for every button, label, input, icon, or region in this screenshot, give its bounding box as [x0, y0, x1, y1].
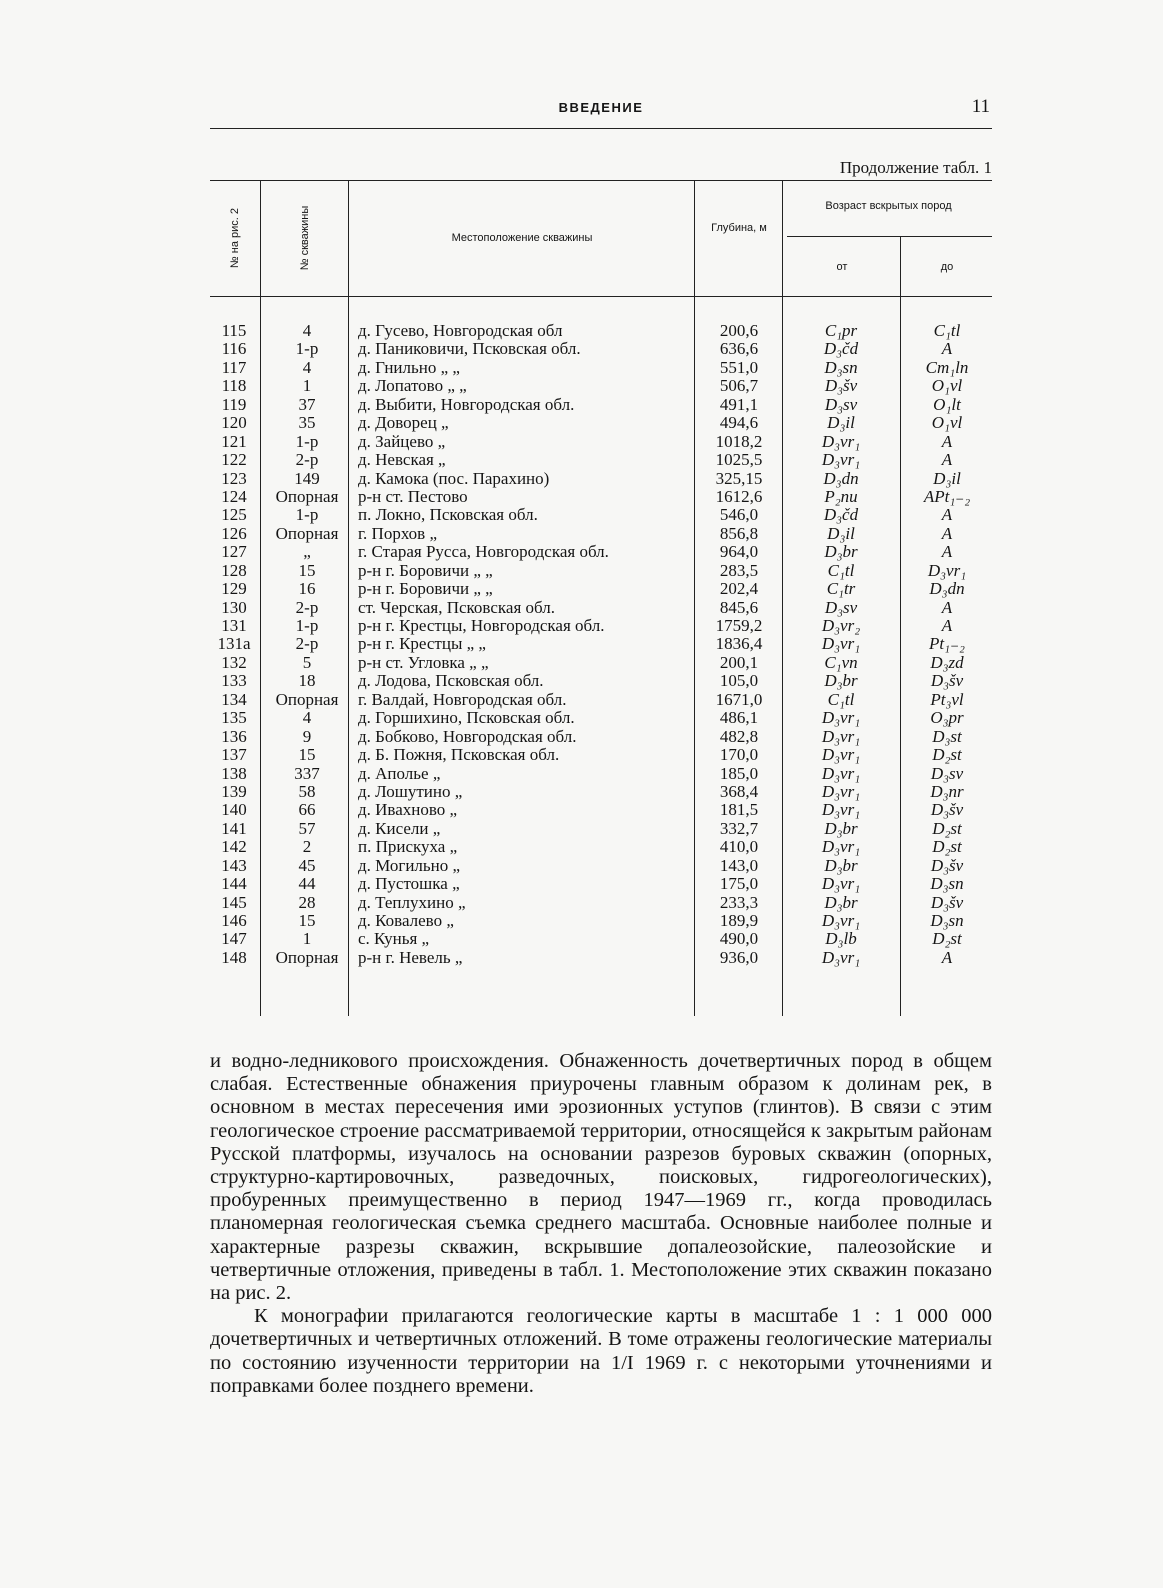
age-to-cell: A: [941, 947, 953, 967]
location-cell: д. Доворец „: [358, 413, 449, 433]
age-to-cell: Pt₁₋₂: [929, 634, 965, 654]
age-to-cell: A: [941, 505, 953, 525]
fig-no-cell: 121: [221, 431, 247, 451]
depth-cell: 200,1: [719, 652, 759, 672]
location-cell: п. Локно, Псковская обл.: [358, 505, 538, 525]
well-no-cell: 1: [302, 376, 312, 396]
location-cell: д. Выбити, Новгородская обл.: [358, 394, 575, 414]
age-to-cell: D₂st: [932, 837, 962, 857]
age-from-cell: D₃il: [827, 413, 855, 433]
depth-cell: 482,8: [719, 726, 759, 746]
depth-cell: 1018,2: [715, 431, 763, 451]
well-no-cell: 2: [302, 837, 312, 857]
fig-no-cell: 147: [221, 929, 247, 949]
age-from-cell: D₃br: [824, 855, 858, 875]
age-from-cell: D₃vr₁: [821, 450, 861, 470]
fig-no-cell: 140: [221, 800, 247, 820]
fig-no-cell: 129: [221, 579, 247, 599]
depth-cell: 332,7: [719, 818, 759, 838]
table-row: [210, 617, 992, 635]
well-no-cell: 35: [298, 413, 316, 433]
fig-no-cell: 141: [221, 818, 247, 838]
age-from-cell: C₁pr: [824, 321, 858, 340]
table-row: [210, 894, 992, 912]
running-title: ВВЕДЕНИЕ: [558, 100, 644, 115]
depth-cell: 546,0: [719, 505, 759, 525]
depth-cell: 506,7: [719, 376, 759, 396]
table-row: [210, 672, 992, 690]
location-cell: ст. Черская, Псковская обл.: [358, 597, 555, 617]
depth-cell: 856,8: [719, 523, 759, 543]
age-to-cell: D₃dn: [929, 579, 965, 599]
age-from-cell: D₃br: [824, 892, 858, 912]
age-to-cell: O₁lt: [933, 394, 961, 414]
depth-cell: 189,9: [719, 911, 759, 930]
table-row: [210, 340, 992, 358]
location-cell: р-н г. Боровичи „ „: [358, 579, 493, 599]
depth-cell: 143,0: [719, 855, 759, 875]
fig-no-cell: 132: [221, 652, 247, 672]
depth-cell: 200,6: [719, 321, 759, 340]
location-cell: д. Гусево, Новгородская обл: [358, 321, 563, 340]
age-from-cell: D₃čd: [823, 505, 859, 525]
header-rule: [210, 128, 992, 129]
fig-no-cell: 124: [221, 486, 247, 506]
age-to-cell: A: [941, 597, 953, 617]
age-from-cell: D₃vr₁: [821, 800, 861, 820]
paragraph: К монографии прилагаются геологические карты в масштабе 1 : 1 000 000 дочетвертичных и четвертичных отложений. В томе отражены геологические материалы по состоянию изученности территории на 1/I 1969 г. с некоторыми уточнениями и поправками более позднего времени.: [210, 1305, 992, 1397]
age-from-cell: D₃br: [824, 671, 858, 691]
location-cell: д. Бобково, Новгородская обл.: [358, 726, 577, 746]
location-cell: д. Лошутино „: [358, 781, 463, 801]
table-row: [210, 746, 992, 764]
fig-no-cell: 123: [221, 468, 247, 488]
location-cell: с. Кунья „: [358, 929, 430, 949]
age-to-cell: O₃pr: [930, 708, 964, 728]
well-no-cell: 2-р: [295, 597, 319, 617]
location-cell: г. Порхов „: [358, 523, 438, 543]
well-no-cell: 15: [298, 560, 316, 580]
depth-cell: 936,0: [719, 947, 759, 967]
fig-no-cell: 143: [221, 855, 247, 875]
well-no-cell: 16: [298, 579, 316, 599]
depth-cell: 202,4: [719, 579, 759, 599]
fig-no-cell: 135: [221, 708, 247, 728]
depth-cell: 486,1: [719, 708, 759, 728]
depth-cell: 490,0: [719, 929, 759, 949]
table-row: [210, 765, 992, 783]
well-no-cell: Опорная: [275, 689, 339, 709]
depth-cell: 964,0: [719, 542, 759, 562]
age-to-cell: A: [941, 616, 953, 635]
depth-cell: 185,0: [719, 763, 759, 783]
table-row: [210, 691, 992, 709]
age-from-cell: D₃vr₁: [821, 708, 861, 728]
location-cell: д. Невская „: [358, 450, 446, 470]
depth-cell: 1671,0: [715, 689, 763, 709]
age-to-cell: D₃sn: [930, 874, 964, 894]
table-row: [210, 599, 992, 617]
fig-no-cell: 125: [221, 505, 247, 525]
table-row: [210, 451, 992, 469]
fig-no-cell: 116: [221, 339, 247, 359]
age-from-cell: C₁vn: [824, 652, 858, 672]
header-age-from: от: [836, 261, 848, 273]
table-row: [210, 857, 992, 875]
fig-no-cell: 130: [221, 597, 247, 617]
age-from-cell: D₃šv: [824, 376, 858, 396]
well-no-cell: 5: [302, 652, 312, 672]
age-to-cell: A: [941, 339, 953, 359]
table-row: [210, 525, 992, 543]
fig-no-cell: 117: [221, 357, 247, 377]
depth-cell: 1612,6: [715, 486, 763, 506]
age-to-cell: A: [941, 523, 953, 543]
depth-cell: 410,0: [719, 837, 759, 857]
well-no-cell: 58: [298, 781, 316, 801]
location-cell: д. Гнильно „ „: [358, 357, 460, 377]
age-to-cell: C₁tl: [933, 321, 961, 340]
age-to-cell: D₃zd: [930, 652, 964, 672]
age-to-cell: Pt₃vl: [930, 689, 964, 709]
age-from-cell: D₃sv: [824, 394, 858, 414]
depth-cell: 845,6: [719, 597, 759, 617]
well-no-cell: 4: [302, 321, 312, 340]
location-cell: д. Ковалево „: [358, 911, 454, 930]
well-no-cell: 9: [302, 726, 312, 746]
fig-no-cell: 134: [221, 689, 247, 709]
age-from-cell: D₃vr₁: [821, 947, 861, 967]
location-cell: д. Могильно „: [358, 855, 461, 875]
location-cell: д. Лопатово „ „: [358, 376, 467, 396]
age-to-cell: D₃st: [932, 726, 962, 746]
well-no-cell: 149: [294, 468, 320, 488]
age-from-cell: D₃čd: [823, 339, 859, 359]
table-row: [210, 433, 992, 451]
table-row: [210, 488, 992, 506]
age-to-cell: D₂st: [932, 818, 962, 838]
location-cell: д. Паниковичи, Псковская обл.: [358, 339, 581, 359]
well-no-cell: 4: [302, 357, 312, 377]
page-number: 11: [971, 96, 990, 117]
location-cell: р-н ст. Пестово: [358, 486, 468, 506]
well-no-cell: 57: [298, 818, 316, 838]
location-cell: р-н ст. Угловка „ „: [358, 652, 489, 672]
table-row: [210, 801, 992, 819]
paragraph: и водно-ледникового происхождения. Обнаженность дочетвертичных пород в общем слабая. Естественные обнажения приурочены главным образом к долинам рек, в основном в местах пересечения ими эрозионных уступов (глинтов). В связи с этим геологическое строение рассматриваемой территории, относящейся к закрытым районам Русской платформы, изучалось на основании разрезов буровых скважин (опорных, структурно-картировочных, разведочных, поисковых, гидрогеологических), пробуренных преимущественно в период 1947—1969 гг., когда проводилась планомерная геологическая съемка среднего масштаба. Основные наиболее полные и характерные разрезы скважин, вскрывшие допалеозойские, палеозойские и четвертичные отложения, приведены в табл. 1. Местоположение этих скважин показано на рис. 2.: [210, 1050, 992, 1305]
location-cell: д. Пустошка „: [358, 874, 460, 894]
age-from-cell: D₃vr₁: [821, 911, 861, 930]
age-to-cell: D₃sn: [930, 911, 964, 930]
fig-no-cell: 128: [221, 560, 247, 580]
table-row: [210, 709, 992, 727]
age-to-cell: A: [941, 450, 953, 470]
well-no-cell: 1-р: [295, 505, 319, 525]
depth-cell: 325,15: [715, 468, 763, 488]
age-from-cell: D₃lb: [825, 929, 857, 949]
table-row: [210, 949, 992, 967]
age-to-cell: D₃vr₁: [927, 560, 967, 580]
age-from-cell: C₁tl: [827, 689, 855, 709]
well-no-cell: 1: [302, 929, 312, 949]
fig-no-cell: 126: [221, 523, 247, 543]
fig-no-cell: 131: [221, 616, 247, 635]
fig-no-cell: 115: [221, 321, 247, 340]
table-row: [210, 562, 992, 580]
table-row: [210, 912, 992, 930]
age-from-cell: P₂nu: [824, 486, 858, 506]
depth-cell: 175,0: [719, 874, 759, 894]
age-to-cell: A: [941, 431, 953, 451]
location-cell: р-н г. Крестцы, Новгородская обл.: [358, 616, 605, 635]
table-row: [210, 654, 992, 672]
fig-no-cell: 148: [221, 947, 247, 967]
table-row: [210, 838, 992, 856]
age-from-cell: D₃vr₁: [821, 431, 861, 451]
well-no-cell: 1-р: [295, 431, 319, 451]
table-age-rule: [787, 236, 992, 237]
fig-no-cell: 131а: [217, 634, 251, 654]
age-from-cell: C₁tr: [826, 579, 856, 599]
location-cell: г. Старая Русса, Новгородская обл.: [358, 542, 609, 562]
location-cell: д. Аполье „: [358, 763, 441, 783]
well-no-cell: 1-р: [295, 616, 319, 635]
age-from-cell: D₃sv: [824, 597, 858, 617]
depth-cell: 491,1: [719, 394, 759, 414]
fig-no-cell: 146: [221, 911, 247, 930]
header-well-no: № скважины: [299, 205, 311, 271]
age-from-cell: D₃vr₂: [821, 616, 861, 635]
table-row: [210, 930, 992, 948]
age-to-cell: D₃šv: [930, 800, 964, 820]
table-top-rule: [210, 180, 992, 181]
well-no-cell: 28: [298, 892, 316, 912]
running-head: [210, 96, 992, 126]
location-cell: д. Теплухино „: [358, 892, 466, 912]
table-header-rule: [210, 296, 992, 297]
age-from-cell: D₃vr₁: [821, 634, 861, 654]
fig-no-cell: 138: [221, 763, 247, 783]
header-depth: Глубина, м: [711, 222, 767, 234]
location-cell: р-н г. Боровичи „ „: [358, 560, 493, 580]
well-no-cell: Опорная: [275, 486, 339, 506]
header-age-to: до: [940, 261, 954, 273]
age-from-cell: C₁tl: [827, 560, 855, 580]
well-no-cell: „: [303, 542, 311, 562]
depth-cell: 368,4: [719, 781, 759, 801]
depth-cell: 1836,4: [715, 634, 763, 654]
fig-no-cell: 142: [221, 837, 247, 857]
age-to-cell: Cm₁ln: [925, 357, 969, 377]
table-row: [210, 728, 992, 746]
table-row: [210, 506, 992, 524]
well-no-cell: 15: [298, 745, 316, 765]
table-body: [210, 322, 992, 967]
age-from-cell: D₃dn: [823, 468, 859, 488]
well-no-cell: 2-р: [295, 450, 319, 470]
table-row: [210, 359, 992, 377]
age-from-cell: D₃vr₁: [821, 874, 861, 894]
age-to-cell: D₂st: [932, 929, 962, 949]
location-cell: д. Ивахново „: [358, 800, 458, 820]
table-continuation-label: Продолжение табл. 1: [839, 158, 992, 177]
well-no-cell: 37: [298, 394, 316, 414]
age-to-cell: D₃nr: [930, 781, 964, 801]
well-no-cell: 15: [298, 911, 316, 930]
fig-no-cell: 136: [221, 726, 247, 746]
well-no-cell: 45: [298, 855, 316, 875]
table-row: [210, 875, 992, 893]
age-from-cell: D₃br: [824, 818, 858, 838]
well-no-cell: Опорная: [275, 947, 339, 967]
depth-cell: 494,6: [719, 413, 759, 433]
fig-no-cell: 133: [221, 671, 247, 691]
table-row: [210, 580, 992, 598]
age-to-cell: D₃šv: [930, 892, 964, 912]
fig-no-cell: 137: [221, 745, 247, 765]
fig-no-cell: 122: [221, 450, 247, 470]
age-from-cell: D₃vr₁: [821, 726, 861, 746]
depth-cell: 1759,2: [715, 616, 763, 635]
fig-no-cell: 145: [221, 892, 247, 912]
location-cell: д. Кисели „: [358, 818, 441, 838]
well-no-cell: 66: [298, 800, 316, 820]
fig-no-cell: 118: [221, 376, 247, 396]
fig-no-cell: 120: [221, 413, 247, 433]
body-text: [210, 1050, 992, 1398]
well-no-cell: 44: [298, 874, 316, 894]
table-row: [210, 322, 992, 340]
header-age-group: Возраст вскрытых пород: [825, 200, 952, 212]
age-to-cell: D₃sv: [930, 763, 964, 783]
well-no-cell: 1-р: [295, 339, 319, 359]
depth-cell: 636,6: [719, 339, 759, 359]
location-cell: д. Горшихино, Псковская обл.: [358, 708, 575, 728]
location-cell: р-н г. Крестцы „ „: [358, 634, 486, 654]
age-from-cell: D₃vr₁: [821, 763, 861, 783]
location-cell: р-н г. Невель „: [358, 947, 463, 967]
table-row: [210, 414, 992, 432]
table-row: [210, 396, 992, 414]
table-row: [210, 470, 992, 488]
age-to-cell: APt₁₋₂: [923, 486, 971, 506]
age-from-cell: D₃il: [827, 523, 855, 543]
well-no-cell: Опорная: [275, 523, 339, 543]
age-from-cell: D₃br: [824, 542, 858, 562]
age-to-cell: O₁vl: [931, 413, 963, 433]
age-to-cell: D₂st: [932, 745, 962, 765]
location-cell: д. Б. Пожня, Псковская обл.: [358, 745, 560, 765]
table-row: [210, 820, 992, 838]
age-to-cell: D₃il: [933, 468, 961, 488]
well-no-cell: 337: [294, 763, 320, 783]
depth-cell: 105,0: [719, 671, 759, 691]
table-row: [210, 783, 992, 801]
age-to-cell: D₃šv: [930, 671, 964, 691]
header-fig-no: № на рис. 2: [229, 207, 241, 269]
depth-cell: 170,0: [719, 745, 759, 765]
table-row: [210, 635, 992, 653]
table-row: [210, 377, 992, 395]
age-from-cell: D₃vr₁: [821, 745, 861, 765]
depth-cell: 1025,5: [715, 450, 763, 470]
table-row: [210, 543, 992, 561]
age-to-cell: O₁vl: [931, 376, 963, 396]
depth-cell: 181,5: [719, 800, 759, 820]
age-from-cell: D₃sn: [824, 357, 858, 377]
header-location: Местоположение скважины: [451, 232, 593, 244]
depth-cell: 283,5: [719, 560, 759, 580]
location-cell: д. Камока (пос. Парахино): [358, 468, 550, 488]
well-no-cell: 4: [302, 708, 312, 728]
age-to-cell: D₃šv: [930, 855, 964, 875]
well-no-cell: 18: [298, 671, 316, 691]
well-no-cell: 2-р: [295, 634, 319, 654]
age-from-cell: D₃vr₁: [821, 837, 861, 857]
depth-cell: 551,0: [719, 357, 759, 377]
location-cell: п. Прискуха „: [358, 837, 458, 857]
age-to-cell: A: [941, 542, 953, 562]
location-cell: г. Валдай, Новгородская обл.: [358, 689, 567, 709]
age-from-cell: D₃vr₁: [821, 781, 861, 801]
depth-cell: 233,3: [719, 892, 759, 912]
location-cell: д. Лодова, Псковская обл.: [358, 671, 544, 691]
fig-no-cell: 144: [221, 874, 247, 894]
fig-no-cell: 139: [221, 781, 247, 801]
fig-no-cell: 119: [221, 394, 247, 414]
fig-no-cell: 127: [221, 542, 247, 562]
location-cell: д. Зайцево „: [358, 431, 446, 451]
